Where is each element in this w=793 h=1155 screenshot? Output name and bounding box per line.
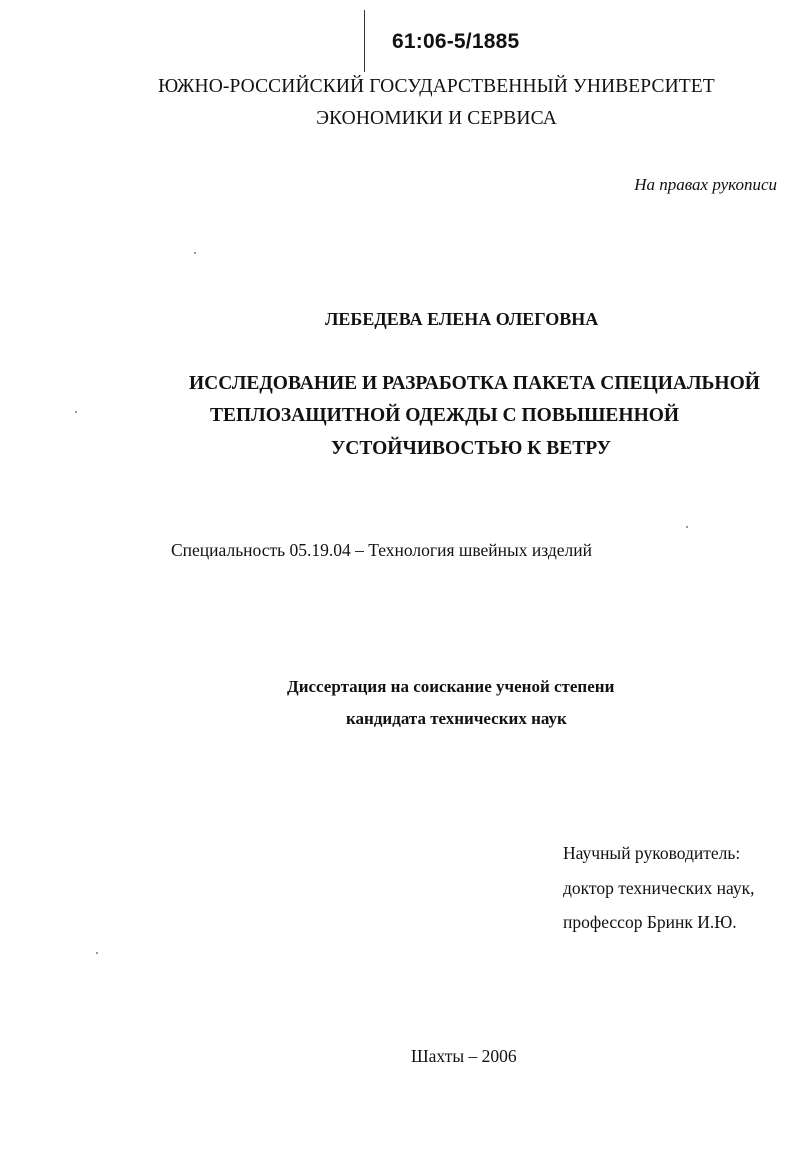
degree-line1: Диссертация на соискание ученой степени <box>287 677 615 696</box>
stamp-rule <box>364 10 365 72</box>
dissertation-title-line2: ТЕПЛОЗАЩИТНОЙ ОДЕЖДЫ С ПОВЫШЕННОЙ <box>210 405 680 426</box>
supervisor-label: Научный руководитель: <box>563 843 741 863</box>
scan-speck <box>194 252 196 254</box>
supervisor-name: профессор Бринк И.Ю. <box>563 912 737 932</box>
supervisor-degree: доктор технических наук, <box>563 878 755 898</box>
author-name: ЛЕБЕДЕВА ЕЛЕНА ОЛЕГОВНА <box>325 309 599 329</box>
degree-line2: кандидата технических наук <box>346 709 567 728</box>
university-name-line1: ЮЖНО-РОССИЙСКИЙ ГОСУДАРСТВЕННЫЙ УНИВЕРСИТЕТ <box>158 76 715 97</box>
scan-speck <box>75 411 77 413</box>
specialty-line: Специальность 05.19.04 – Технология швейных изделий <box>171 540 592 560</box>
archive-stamp-code: 61:06-5/1885 <box>392 30 520 53</box>
university-name-line2: ЭКОНОМИКИ И СЕРВИСА <box>316 108 557 129</box>
dissertation-title-line3: УСТОЙЧИВОСТЬЮ К ВЕТРУ <box>331 438 611 459</box>
scan-speck <box>96 952 98 954</box>
manuscript-rights-note: На правах рукописи <box>634 175 777 194</box>
place-and-year: Шахты – 2006 <box>411 1046 517 1066</box>
dissertation-title-line1: ИССЛЕДОВАНИЕ И РАЗРАБОТКА ПАКЕТА СПЕЦИАЛЬНОЙ <box>189 373 760 394</box>
scan-speck <box>686 526 688 528</box>
